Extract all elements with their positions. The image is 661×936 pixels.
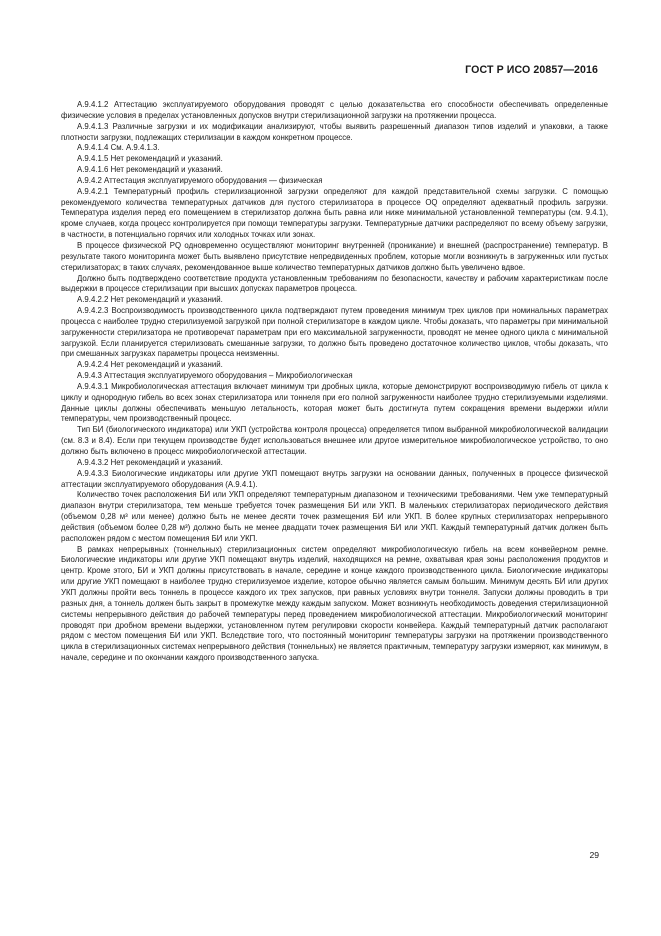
page-number: 29 [589, 850, 599, 860]
paragraph-a9416: А.9.4.1.6 Нет рекомендаций и указаний. [77, 165, 223, 175]
paragraph-a9422: А.9.4.2.2 Нет рекомендаций и указаний. [77, 295, 223, 305]
paragraph-a9433: А.9.4.3.3 Биологические индикаторы или другие УКП помещают внутрь загрузки на основании данных, полученных в процессе физической аттестации эксплуатируемого оборудования (А.9.4.1). [61, 468, 608, 489]
paragraph-product-conformity: Должно быть подтверждено соответствие продукта установленным требованиям по безопасности, качеству и рабочим характеристикам после выдержки в процессе стерилизации при высших допусках параметров процесса. [61, 273, 608, 294]
paragraph-a9424: А.9.4.2.4 Нет рекомендаций и указаний. [77, 360, 223, 370]
paragraph-a9412: А.9.4.1.2 Аттестацию эксплуатируемого оборудования проводят с целью доказательства его способности обеспечивать определенные физические условия в пределах установленных допусков внутри стерилизационной загрузки на протяжении процесса. [61, 100, 608, 120]
paragraph-a9413: А.9.4.1.3 Различные загрузки и их модификации анализируют, чтобы выявить разрешенный диапазон типов изделий и упаковки, а также плотности загрузки, подлежащих стерилизации в каждом конкретном процессе. [61, 121, 608, 142]
paragraph-physical-pq: В процессе физической PQ одновременно осуществляют мониторинг внутренней (проникание) и внешней (распространение) температур. В результате такого мониторинга может быть выявлено присутствие непредвиденных проблем, которые могли возникнуть в загруженных или пустых стерилизаторах; в таких случаях, рекомендованное выше количество температурных датчиков должно быть увеличено вдвое. [61, 240, 608, 272]
paragraph-a9431: А.9.4.3.1 Микробиологическая аттестация включает минимум три дробных цикла, которые демонстрируют воспроизводимую гибель от цикла к циклу и однородную гибель во всех зонах стерилизатора или тоннеля при его полной загруженности наиболее трудно стерилизуемыми изделиями. Данные циклы должны обеспечивать меньшую летальность, которая может быть достигнута путем сокращения времени выдержки и/или температуры, чем производственный процесс. [61, 381, 608, 424]
paragraph-a9432: А.9.4.3.2 Нет рекомендаций и указаний. [77, 457, 223, 467]
section-heading-a943: А.9.4.3 Аттестация эксплуатируемого оборудования – Микробиологическая [77, 371, 353, 381]
paragraph-a9414: А.9.4.1.4 См. А.9.4.1.3. [77, 143, 160, 153]
document-id-header: ГОСТ Р ИСО 20857—2016 [465, 64, 598, 76]
document-body [61, 100, 608, 664]
paragraph-a9423: А.9.4.2.3 Воспроизводимость производственного цикла подтверждают путем проведения минимум трех циклов при номинальных параметрах процесса с наиболее трудно стерилизуемой загрузкой при полной стерилизаторе в каждом цикле. Чтобы доказать, что параметры при минимальной загруженности стерилизатора не противоречат параметрам при его максимальной загруженности, проводят не менее одного цикла с минимальной загрузкой. Если планируется стерилизовать смешанные загрузки, то должно быть проведено достаточное количество циклов, чтобы доказать, что при смешанных загрузках параметры процесса неизменны. [61, 306, 608, 359]
paragraph-bi-count: Количество точек расположения БИ или УКП определяют температурным диапазоном и техническими требованиями. Чем уже температурный диапазон внутри стерилизатора, тем меньше требуется точек размещения БИ или УКП. В маленьких стерилизаторах периодического действия (объемом 0,28 м³ или менее) должно быть не менее десяти точек размещения БИ или УКП. В более крупных стерилизаторах непрерывного действия (объемом более 0,28 м³) должно быть не менее двадцати точек размещения БИ или УКП. Каждый температурный датчик должен быть расположен рядом с местом помещения БИ или УКП. [61, 490, 608, 543]
paragraph-bi-type: Тип БИ (биологического индикатора) или УКП (устройства контроля процесса) определяется типом выбранной микробиологической валидации (см. 8.3 и 8.4). Если при текущем производстве будет использоваться внешнее или другое измерительное микробиологическое устройство, то оно должно быть включено в процесс микробиологической аттестации. [61, 425, 608, 456]
paragraph-a9415: А.9.4.1.5 Нет рекомендаций и указаний. [77, 154, 223, 164]
paragraph-tunnel-systems: В рамках непрерывных (тоннельных) стерилизационных систем определяют микробиологическую гибель на всем конвейерном ремне. Биологические индикаторы или другие УКП помещают внутрь изделий, находящихся на ремне, охватывая края зоны расположения продуктов и центр. Кроме этого, БИ и УКП должны присутствовать в начале, середине и конце каждого производственного цикла. Биологические индикаторы или другие УКП помещают в наиболее трудно стерилизуемое изделие, которое обычно является самым большим. Минимум десять БИ или других УКП должны пройти весь тоннель в процессе каждого их трех запусков, при равных условиях внутри тоннеля. Запуски должны проводить в три разных дня, а тоннель должен быть закрыт в промежутке между каждым запуском. Может возникнуть необходимость доведения стерилизационной системы непрерывного действия до рабочей температуры перед проведением микробиологической аттестации. Микробиологический мониторинг проводят при дробном времени выдержки, установленном путем регулировки скорости конвейера. Каждый температурный датчик располагают рядом с местом помещения БИ или УКП. Вследствие того, что постоянный мониторинг температуры загрузки на протяжении производственного цикла в стерилизационных системах непрерывного действия (тоннельных) не является практичным, температуру загрузки измеряют, как минимум, в начале, середине и по окончании каждого производственного запуска. [61, 544, 608, 663]
section-heading-a942: А.9.4.2 Аттестация эксплуатируемого оборудования — физическая [77, 175, 323, 185]
paragraph-a9421: А.9.4.2.1 Температурный профиль стерилизационной загрузки определяют для каждой представительной схемы загрузки. С помощью рекомендуемого количества температурных датчиков для пустого стерилизатора в процессе OQ определяют адекватный профиль загрузки. Температура изделия перед его помещением в стерилизатор должна быть равна или ниже минимальной установленной температуры (см. 9.4.1), кроме случаев, когда процесс контролируется при помощи температуры загрузки. Температурные датчики распределяют по всему объему загрузки, в частности, в потенциально горячих или холодных точках или зонах. [61, 186, 608, 240]
